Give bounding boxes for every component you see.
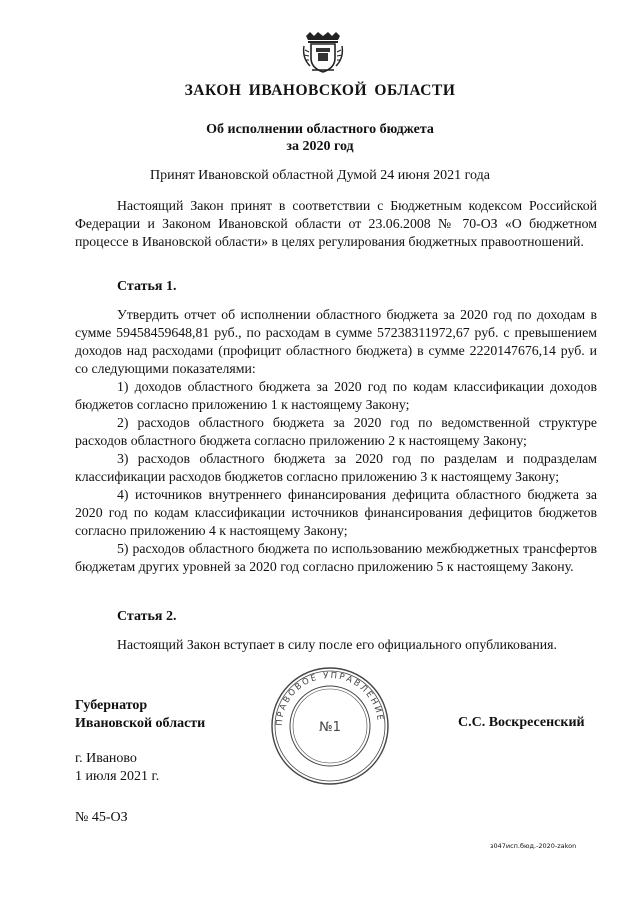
signatory-name: С.С. Воскресенский [458,715,585,730]
article-2-body [75,636,597,654]
article-1-item-3: 3) расходов областного бюджета за 2020 год по разделам и подразделам классификации расходов бюджетов согласно приложению 3 к настоящему Закону; [75,451,597,484]
article-1-heading: Статья 1. [117,279,177,294]
official-seal-icon [268,664,392,788]
coat-of-arms-icon [302,30,344,74]
article-1-item-2: 2) расходов областного бюджета за 2020 год по ведомственной структуре расходов областного бюджета согласно приложению 2 к настоящему Закону; [75,415,597,448]
law-title: ЗАКОН ИВАНОВСКОЙ ОБЛАСТИ [184,82,456,99]
seal-ring-text: ПРАВОВОЕ УПРАВЛЕНИЕ [274,670,385,727]
article-1-item-5: 5) расходов областного бюджета по использованию межбюджетных трансфертов бюджетам других уровней за 2020 год согласно приложению 5 к настоящему Закону. [75,541,597,574]
adoption-note: Принят Ивановской областной Думой 24 июня 2021 года [150,168,490,183]
article-1-body [75,306,597,576]
law-subtitle [0,121,640,155]
place-text: г. Иваново [75,751,137,766]
signatory-position-line-2: Ивановской области [75,716,206,731]
date-text: 1 июля 2021 г. [75,769,160,784]
svg-text:ПРАВОВОЕ УПРАВЛЕНИЕ [275,671,385,726]
law-number: № 45-ОЗ [75,810,128,825]
signatory-position-line-1: Губернатор [75,698,148,713]
file-reference: з047исп.бюд.-2020-zakon [490,842,577,850]
seal-number: №1 [319,720,341,735]
article-2-text: Настоящий Закон вступает в силу после его официального опубликования. [117,637,557,652]
subtitle-line-1: Об исполнении областного бюджета [206,122,434,137]
preamble-block [75,197,597,251]
article-2-heading: Статья 2. [117,609,177,624]
preamble-text: Настоящий Закон принят в соответствии с Бюджетным кодексом Российской Федерации и Законом Ивановской области от 23.06.2008 № 70-ОЗ «О бюджетном процессе в Ивановской области» в целях регулирования бюджетных правоотношений. [75,198,597,249]
signatory-position [75,697,205,733]
article-1-item-1: 1) доходов областного бюджета за 2020 год по кодам классификации доходов бюджетов согласно приложению 1 к настоящему Закону; [75,379,597,412]
place-and-date [75,750,159,786]
article-1-item-4: 4) источников внутреннего финансирования дефицита областного бюджета за 2020 год по кодам классификации источников финансирования дефицитов бюджетов согласно приложению 4 к настоящему Закону; [75,487,597,538]
article-1-intro: Утвердить отчет об исполнении областного бюджета за 2020 год по доходам в сумме 59458459648,81 руб., по расходам в сумме 57238311972,67 руб. с превышением доходов над расходами (профицит областного бюджета) в сумме 2220147676,14 руб. и со следующими показателями: [75,307,597,376]
subtitle-line-2: за 2020 год [286,139,354,154]
